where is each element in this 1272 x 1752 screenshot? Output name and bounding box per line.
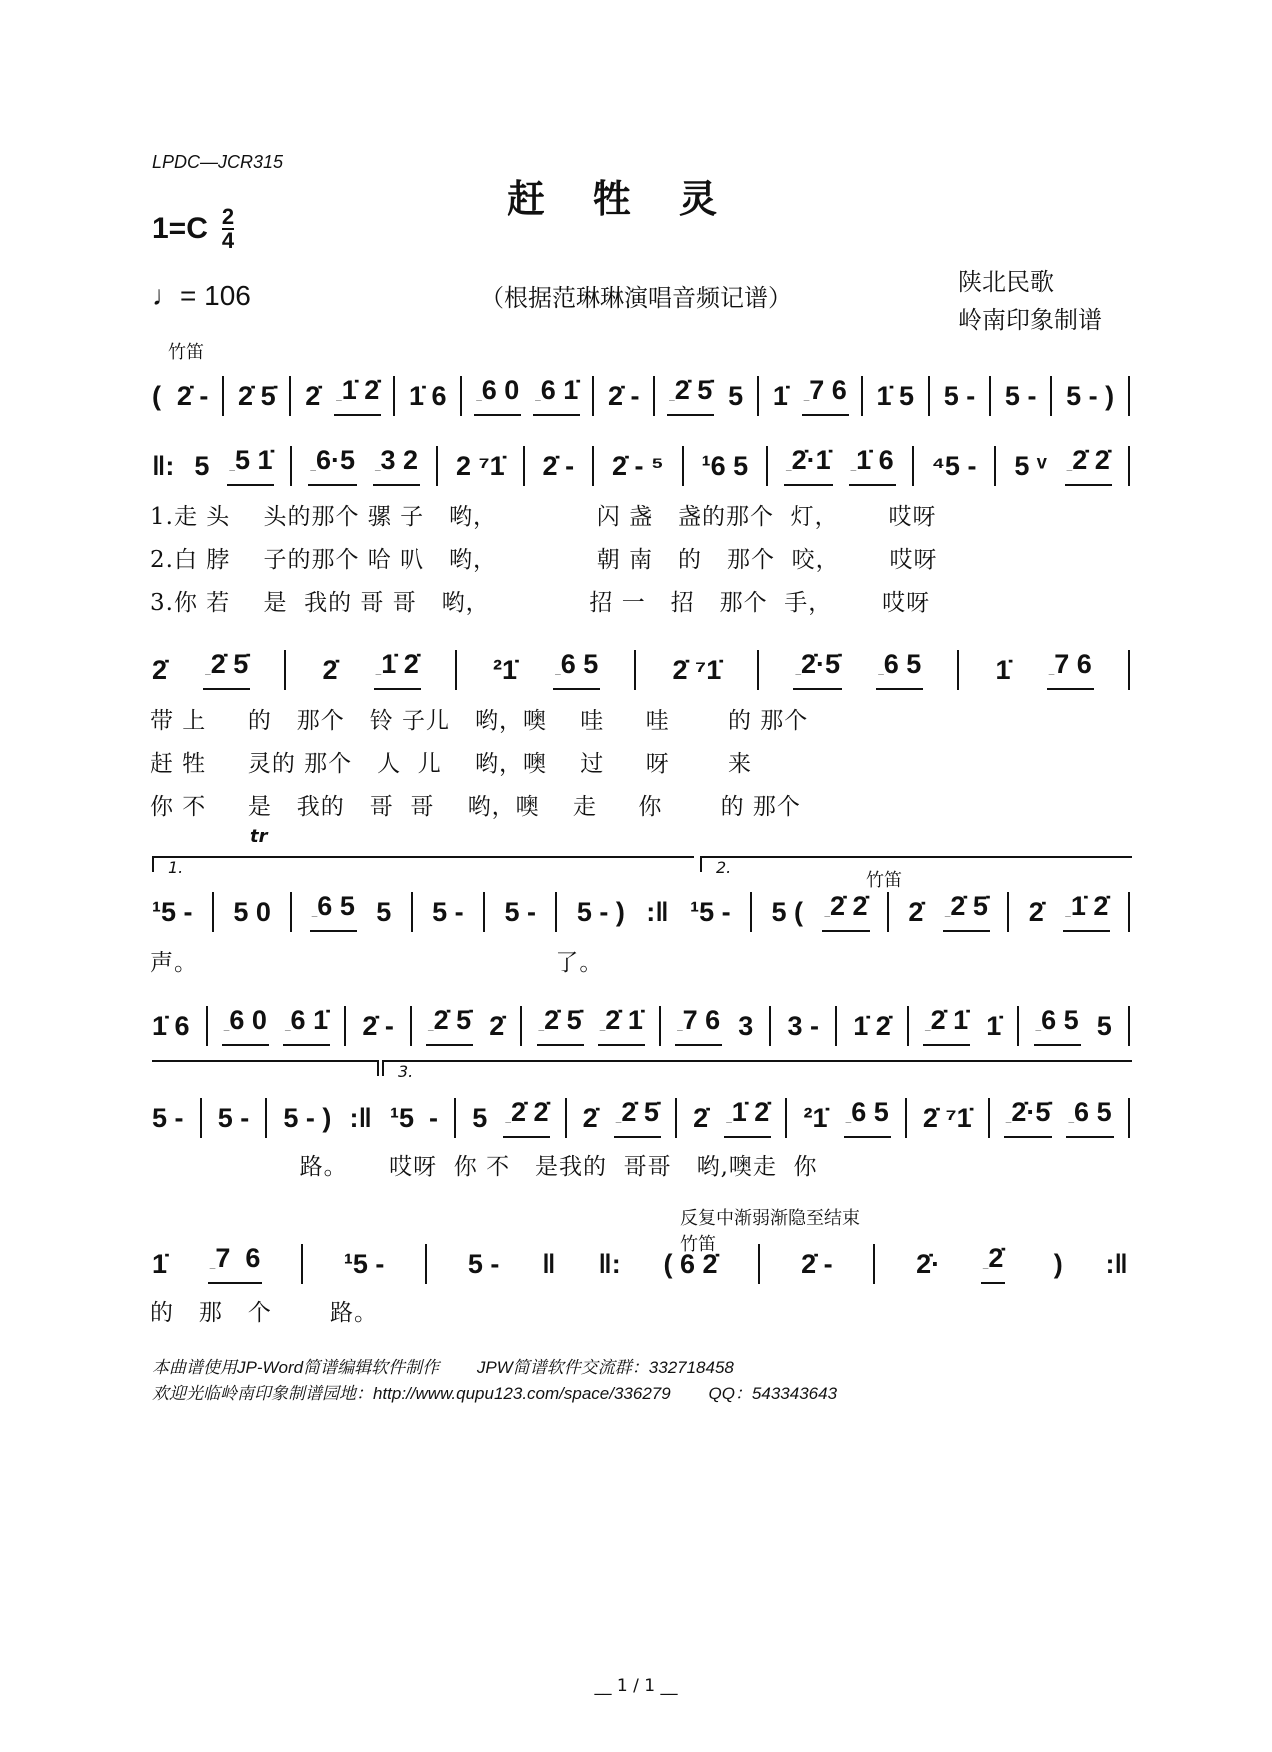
barline bbox=[290, 446, 292, 486]
barline bbox=[460, 376, 462, 416]
repeat-barline: ‖: bbox=[598, 1249, 621, 1279]
arranger: 岭南印象制谱 bbox=[958, 306, 1102, 334]
note-group: _7 6 bbox=[675, 1003, 722, 1046]
barline bbox=[750, 892, 752, 932]
barline bbox=[928, 376, 930, 416]
note-group: _7 6 bbox=[1047, 647, 1094, 690]
instrument-label: 竹笛 bbox=[680, 1234, 716, 1255]
barline bbox=[1128, 446, 1130, 486]
repeat-barline: :‖ bbox=[349, 1103, 372, 1133]
barline bbox=[410, 1006, 412, 1046]
note-group: _2̇·5̇ bbox=[1004, 1095, 1053, 1138]
note-group: _2̇·5̇ bbox=[793, 647, 842, 690]
barline bbox=[592, 376, 594, 416]
lyric-verse-2: 赶 牲 灵的 那个 人 儿 哟，噢 过 呀 来 bbox=[150, 751, 752, 777]
note-group: 2̇ - bbox=[362, 1011, 394, 1041]
note-group: _2̇ 5̇ bbox=[426, 1003, 473, 1046]
lyric-verse-1: 带 上 的 那个 铃 子儿 哟，噢 哇 哇 的 那个 bbox=[150, 708, 809, 734]
barline bbox=[1128, 650, 1130, 690]
barline bbox=[520, 1006, 522, 1046]
volta-3: 3. bbox=[382, 1060, 1132, 1076]
note-group: _2̇ 5̇ bbox=[614, 1095, 661, 1138]
note-group: 2 ⁷1̇ bbox=[455, 451, 505, 481]
trill-mark: tr bbox=[250, 826, 268, 847]
note-group: 1̇ 2̇ bbox=[853, 1011, 891, 1041]
key: 1=C bbox=[152, 212, 208, 245]
score-row-4 bbox=[150, 888, 1130, 932]
note-group: 5 bbox=[194, 451, 210, 481]
score-row-5 bbox=[150, 1002, 1130, 1046]
note-group: 2̇ 5̇ bbox=[238, 381, 276, 411]
note-group: ¹5 - bbox=[152, 897, 193, 927]
origin: 陕北民歌 bbox=[958, 268, 1054, 296]
note-group: 5 ᵛ bbox=[1014, 451, 1047, 481]
note-group: _6 5 bbox=[844, 1095, 891, 1138]
barline bbox=[1128, 1006, 1130, 1046]
note-group: 5 - bbox=[217, 1103, 250, 1133]
barline bbox=[455, 650, 457, 690]
note-group: ( bbox=[152, 381, 161, 411]
note-group: 1̇ bbox=[986, 1011, 1002, 1041]
note-group: _1̇ 6 bbox=[849, 443, 896, 486]
note-group: _6 1̇ bbox=[533, 373, 580, 416]
note-group: 1̇ 6 bbox=[408, 381, 447, 411]
barline bbox=[454, 1098, 456, 1138]
barline bbox=[634, 650, 636, 690]
note-group: 2̇ - ⁵ bbox=[611, 451, 664, 481]
note-group: 5 - ) bbox=[1066, 381, 1115, 411]
note-group: 5 bbox=[728, 381, 744, 411]
note-group: 2̇ - bbox=[801, 1249, 833, 1279]
note-group: _6 1̇ bbox=[283, 1003, 330, 1046]
note-group: _2̇·1̇ bbox=[784, 443, 833, 486]
note-group: 5 - bbox=[504, 897, 537, 927]
barline bbox=[758, 1244, 760, 1284]
barline bbox=[905, 1098, 907, 1138]
note-group: _1̇ 2̇ bbox=[334, 373, 381, 416]
note-group: 3 - bbox=[787, 1011, 820, 1041]
lyric-line: 的 那 个 路。 bbox=[150, 1300, 379, 1326]
barline bbox=[222, 376, 224, 416]
repeat-barline: :‖ bbox=[646, 897, 669, 927]
note-group: 1̇ 5 bbox=[876, 381, 915, 411]
note-group: 5 - bbox=[1004, 381, 1037, 411]
note-group: 2̇ bbox=[322, 655, 338, 685]
note-group: ¹5 - bbox=[390, 1103, 439, 1133]
score-row-6 bbox=[150, 1094, 1130, 1138]
barline bbox=[757, 376, 759, 416]
barline bbox=[766, 446, 768, 486]
barline bbox=[907, 1006, 909, 1046]
note-group: 2̇ - bbox=[607, 381, 640, 411]
barline bbox=[483, 892, 485, 932]
instrument-label: 竹笛 bbox=[866, 870, 902, 891]
note-group: 2̇ ⁷1̇ bbox=[922, 1103, 972, 1133]
note-group: ( 6 2̇ bbox=[663, 1249, 718, 1279]
note-group: _6 0 bbox=[474, 373, 521, 416]
note-group: 2̇ ⁷1̇ bbox=[672, 655, 722, 685]
barline bbox=[769, 1006, 771, 1046]
note-group: 2̇ bbox=[908, 897, 924, 927]
note-group: 2̇ bbox=[489, 1011, 505, 1041]
barline bbox=[436, 446, 438, 486]
note-group: 5 bbox=[376, 897, 392, 927]
volta-1: 1. bbox=[152, 856, 694, 872]
note-group: ) bbox=[1046, 1249, 1063, 1279]
note-group: _6 5 bbox=[876, 647, 923, 690]
note-group: 5 - bbox=[943, 381, 976, 411]
note-group: _7 6 bbox=[802, 373, 849, 416]
barline bbox=[212, 892, 214, 932]
note-group: _3 2 bbox=[373, 443, 420, 486]
note-group: _2̇ 2̇ bbox=[822, 889, 869, 932]
page-title: 赶牲灵 bbox=[506, 176, 765, 221]
note-group: 2̇· bbox=[916, 1249, 941, 1279]
barline bbox=[265, 1098, 267, 1138]
barline bbox=[592, 446, 594, 486]
note-group: 2̇ bbox=[152, 655, 168, 685]
note-group: _2̇ bbox=[981, 1241, 1006, 1284]
volta-2: 2. bbox=[700, 856, 1132, 872]
note-group: 5 - bbox=[152, 1103, 184, 1133]
lyric-verse-1: 1.走 头 头的那个 骡 子 哟， 闪 盏 盏的那个 灯， 哎呀 bbox=[150, 504, 937, 530]
note-group: _1̇ 2̇ bbox=[374, 647, 421, 690]
instrument-label: 竹笛 bbox=[168, 342, 204, 363]
barline bbox=[200, 1098, 202, 1138]
note-group: _2̇ 2̇ bbox=[503, 1095, 550, 1138]
lyric-verse-3: 3.你 若 是 我的 哥 哥 哟， 招 一 招 那个 手， 哎呀 bbox=[150, 590, 931, 616]
barline bbox=[301, 1244, 303, 1284]
barline bbox=[1007, 892, 1009, 932]
barline bbox=[555, 892, 557, 932]
barline bbox=[757, 650, 759, 690]
barline bbox=[873, 1244, 875, 1284]
repeat-barline: :‖ bbox=[1105, 1249, 1128, 1279]
barline bbox=[957, 650, 959, 690]
note-group: _2̇ 5̇ bbox=[203, 647, 250, 690]
barline bbox=[411, 892, 413, 932]
note-group: _6·5 bbox=[308, 443, 357, 486]
note-group: _7 6 bbox=[208, 1241, 263, 1284]
repeat-barline: ‖: bbox=[152, 451, 175, 481]
barline bbox=[206, 1006, 208, 1046]
barline bbox=[835, 1006, 837, 1046]
note-group: ¹5 - bbox=[343, 1249, 385, 1279]
note-group: _2̇ 1̇ bbox=[923, 1003, 970, 1046]
barline bbox=[523, 446, 525, 486]
note-group: 2̇ bbox=[1028, 897, 1044, 927]
note-group: 2̇ bbox=[693, 1103, 709, 1133]
barline bbox=[861, 376, 863, 416]
lyric-line: 路。 哎呀 你 不 是我的 哥哥 哟,噢走 你 bbox=[150, 1154, 818, 1180]
dynamics-directive: 反复中渐弱渐隐至结束 bbox=[680, 1208, 860, 1229]
note-group: 2̇ - bbox=[176, 381, 209, 411]
note-group: _6 5 bbox=[553, 647, 600, 690]
barline bbox=[290, 892, 292, 932]
lyric-verse-3: 你 不 是 我的 哥 哥 哟，噢 走 你 的 那个 bbox=[150, 794, 801, 820]
barline bbox=[1017, 1006, 1019, 1046]
time-signature: $\frac{2}{4}$ bbox=[221, 204, 235, 253]
note-group: 2̇ - bbox=[542, 451, 575, 481]
barline bbox=[1128, 892, 1130, 932]
barline bbox=[988, 1098, 990, 1138]
note-group: 2̇ bbox=[582, 1103, 598, 1133]
note-group: 5 - bbox=[467, 1249, 500, 1279]
lyric-verse-2: 2.白 脖 子的那个 哈 叭 哟， 朝 南 的 那个 咬， 哎呀 bbox=[150, 547, 938, 573]
lyric-line: 声。 了。 bbox=[150, 950, 604, 976]
note-group: ²1̇ bbox=[493, 655, 518, 685]
note-group: _1̇ 2̇ bbox=[1063, 889, 1110, 932]
note-group: _5 1̇ bbox=[227, 443, 274, 486]
note-group: 3 bbox=[738, 1011, 754, 1041]
score-row-3 bbox=[150, 646, 1130, 690]
barline bbox=[994, 446, 996, 486]
note-group: _6 5 bbox=[1034, 1003, 1081, 1046]
repeat-barline: ‖ bbox=[542, 1249, 556, 1279]
barline bbox=[1128, 376, 1130, 416]
note-group: ¹6 5 bbox=[701, 451, 749, 481]
score-row-7 bbox=[150, 1240, 1130, 1284]
score-row-2 bbox=[150, 442, 1130, 486]
note-group: _2̇ 5̇ bbox=[537, 1003, 584, 1046]
volta-1-continued bbox=[152, 1060, 379, 1076]
barline bbox=[1128, 1098, 1130, 1138]
barline bbox=[887, 892, 889, 932]
note-group: 5 - ) bbox=[283, 1103, 332, 1133]
footer-line-1: 本曲谱使用JP-Word简谱编辑软件制作 JPW简谱软件交流群：332718458 bbox=[152, 1358, 734, 1377]
barline bbox=[653, 376, 655, 416]
note-group: _2̇ 5̇ bbox=[943, 889, 990, 932]
score-row-1 bbox=[150, 372, 1130, 416]
barline bbox=[344, 1006, 346, 1046]
barline bbox=[785, 1098, 787, 1138]
note-group: ⁴5 - bbox=[931, 451, 977, 481]
note-group: 1̇ 6 bbox=[152, 1011, 190, 1041]
barline bbox=[1050, 376, 1052, 416]
note-group: _6 0 bbox=[222, 1003, 269, 1046]
note-group: 5 - bbox=[432, 897, 464, 927]
key-signature bbox=[152, 206, 234, 252]
footer-line-2: 欢迎光临岭南印象制谱园地：http://www.qupu123.com/space/336279 QQ：543343643 bbox=[152, 1384, 838, 1403]
barline bbox=[989, 376, 991, 416]
barline bbox=[393, 376, 395, 416]
tempo-marking: ♩= 106 bbox=[152, 280, 251, 311]
note-group: _6 5 bbox=[310, 889, 357, 932]
barline bbox=[565, 1098, 567, 1138]
score-code: LPDC—JCR315 bbox=[152, 152, 284, 172]
note-group: ²1̇ bbox=[803, 1103, 828, 1133]
note-group: _6 5 bbox=[1066, 1095, 1113, 1138]
page-number: __ 1 / 1 __ bbox=[594, 1676, 678, 1696]
note-group: _2̇ 2̇ bbox=[1065, 443, 1112, 486]
note-group: 1̇ bbox=[995, 655, 1011, 685]
note-group: _2̇ 5̇ bbox=[667, 373, 714, 416]
barline bbox=[289, 376, 291, 416]
barline bbox=[682, 446, 684, 486]
note-group: 1̇ bbox=[772, 381, 788, 411]
note-group: _1̇ 2̇ bbox=[724, 1095, 771, 1138]
barline bbox=[284, 650, 286, 690]
barline bbox=[675, 1098, 677, 1138]
note-group: ¹5 - bbox=[690, 897, 731, 927]
note-group: 5 0 bbox=[233, 897, 271, 927]
note-group: 5 - ) bbox=[576, 897, 625, 927]
note-group: _2̇ 1̇ bbox=[598, 1003, 645, 1046]
subtitle: （根据范琳琳演唱音频记谱） bbox=[480, 284, 792, 312]
note-group: 1̇ bbox=[152, 1249, 168, 1279]
note-group: 5 ( bbox=[771, 897, 804, 927]
barline bbox=[659, 1006, 661, 1046]
barline bbox=[425, 1244, 427, 1284]
barline bbox=[912, 446, 914, 486]
note-group: 2̇ bbox=[305, 381, 321, 411]
note-group: 5 bbox=[472, 1103, 488, 1133]
note-group: 5 bbox=[1096, 1011, 1112, 1041]
